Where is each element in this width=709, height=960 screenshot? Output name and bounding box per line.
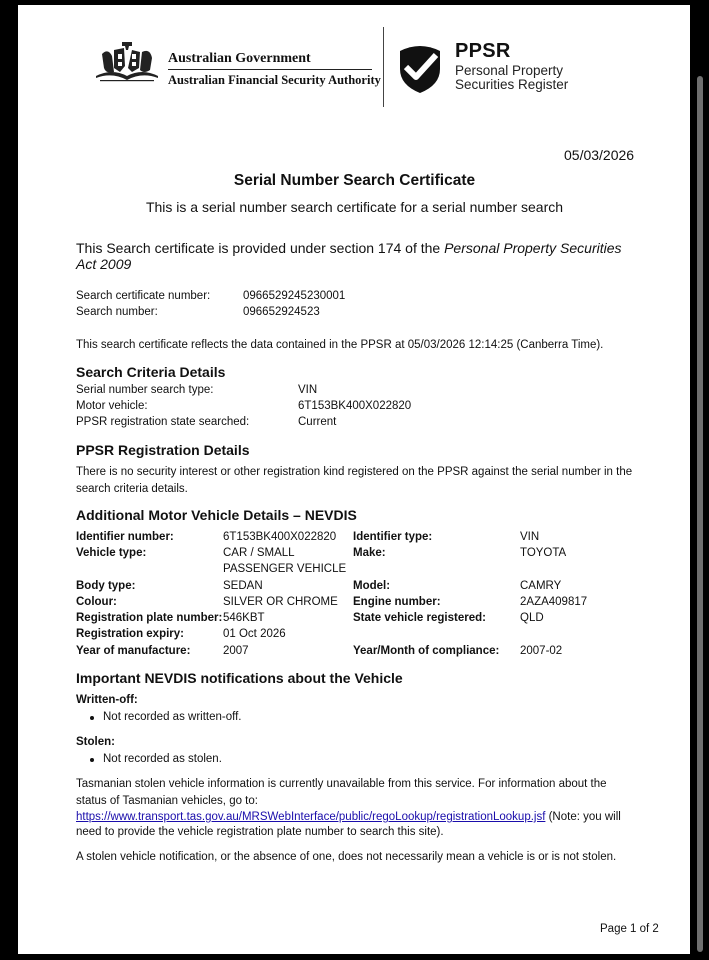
- notifications-heading: Important NEVDIS notifications about the Vehicle: [76, 670, 403, 686]
- ppsr-shield-icon: [396, 43, 444, 93]
- provided-statement: This Search certificate is provided under section 174 of the Personal Property Securities Act 2009: [76, 240, 622, 272]
- tasmania-text: Tasmanian stolen vehicle information is currently unavailable from this service. For information about the status of Tasmanian vehicles, go to:: [76, 778, 607, 807]
- nevdis-value: 2AZA409817: [520, 596, 588, 608]
- nevdis-label: Registration expiry:: [76, 628, 184, 640]
- nevdis-label: Vehicle type:: [76, 547, 147, 559]
- registration-text: There is no security interest or other registration kind registered on the PPSR against the serial number in the search criteria details.: [76, 466, 633, 495]
- nevdis-value: 2007: [223, 645, 249, 657]
- nevdis-label: Engine number:: [353, 596, 441, 608]
- nevdis-value: CAR / SMALL: [223, 547, 295, 559]
- nevdis-value: QLD: [520, 612, 544, 624]
- criteria-heading: Search Criteria Details: [76, 364, 226, 380]
- criteria-label: Serial number search type:: [76, 384, 214, 396]
- nevdis-label: Colour:: [76, 596, 117, 608]
- nevdis-label: State vehicle registered:: [353, 612, 486, 624]
- tasmania-link[interactable]: https://www.transport.tas.gov.au/MRSWebInterface/public/regoLookup/registrationLookup.jsf: [76, 811, 546, 823]
- page-title: Serial Number Search Certificate: [233, 172, 476, 189]
- written-off-item: Not recorded as written-off.: [103, 711, 242, 723]
- certificate-date: 05/03/2026: [564, 147, 635, 163]
- ppsr-logo-line2: Securities Register: [455, 77, 569, 92]
- nevdis-label: Make:: [353, 547, 386, 559]
- nevdis-value: 6T153BK400X022820: [223, 531, 337, 543]
- stolen-item: Not recorded as stolen.: [103, 753, 222, 765]
- registration-heading: PPSR Registration Details: [76, 442, 250, 458]
- page-subtitle: This is a serial number search certificate for a serial number search: [145, 199, 564, 215]
- bullet: [90, 758, 94, 762]
- nevdis-label: Body type:: [76, 580, 136, 592]
- criteria-value: Current: [298, 416, 337, 428]
- cert-number-value: 0966529245230001: [243, 290, 346, 302]
- nevdis-value: TOYOTA: [520, 547, 567, 559]
- nevdis-heading: Additional Motor Vehicle Details – NEVDIS: [76, 507, 357, 523]
- authority-title: Australian Financial Security Authority: [168, 73, 381, 87]
- nevdis-label: Identifier type:: [353, 531, 433, 543]
- nevdis-label: Model:: [353, 580, 391, 592]
- cert-number-label: Search certificate number:: [76, 290, 211, 302]
- government-title: Australian Government: [168, 51, 311, 66]
- nevdis-label: Identifier number:: [76, 531, 174, 543]
- disclaimer: A stolen vehicle notification, or the absence of one, does not necessarily mean a vehicle is or is not stolen.: [76, 851, 617, 863]
- nevdis-label: Year/Month of compliance:: [353, 645, 500, 657]
- nevdis-value: 01 Oct 2026: [223, 628, 286, 640]
- nevdis-value: 2007-02: [520, 645, 563, 657]
- nevdis-value: SEDAN: [223, 580, 263, 592]
- criteria-label: PPSR registration state searched:: [76, 416, 250, 428]
- header-divider: [383, 27, 384, 107]
- tasmania-link-para: https://www.transport.tas.gov.au/MRSWebInterface/public/regoLookup/registrationLookup.jsf (Note: you will need to provide the vehicle registration plate number to search this site).: [76, 811, 621, 838]
- search-number-value: 096652924523: [243, 306, 320, 318]
- reflects-statement: This search certificate reflects the data contained in the PPSR at 05/03/2026 12:14:25 (Canberra Time).: [76, 339, 604, 351]
- coat-of-arms-icon: [92, 38, 162, 90]
- criteria-label: Motor vehicle:: [76, 400, 148, 412]
- nevdis-value: 546KBT: [223, 612, 265, 624]
- ppsr-logo-line1: Personal Property: [455, 63, 564, 78]
- nevdis-value: PASSENGER VEHICLE: [223, 563, 347, 575]
- criteria-value: 6T153BK400X022820: [298, 400, 412, 412]
- nevdis-value: VIN: [520, 531, 540, 543]
- ppsr-logo-text: PPSR: [455, 40, 511, 62]
- page-number: Page 1 of 2: [600, 923, 659, 935]
- written-off-label: Written-off:: [76, 694, 138, 706]
- stolen-label: Stolen:: [76, 736, 115, 748]
- header-rule: [168, 69, 372, 70]
- nevdis-label: Year of manufacture:: [76, 645, 191, 657]
- criteria-value: VIN: [298, 384, 318, 396]
- search-number-label: Search number:: [76, 306, 158, 318]
- nevdis-value: CAMRY: [520, 580, 562, 592]
- bullet: [90, 716, 94, 720]
- nevdis-value: SILVER OR CHROME: [223, 596, 338, 608]
- nevdis-label: Registration plate number:: [76, 612, 223, 624]
